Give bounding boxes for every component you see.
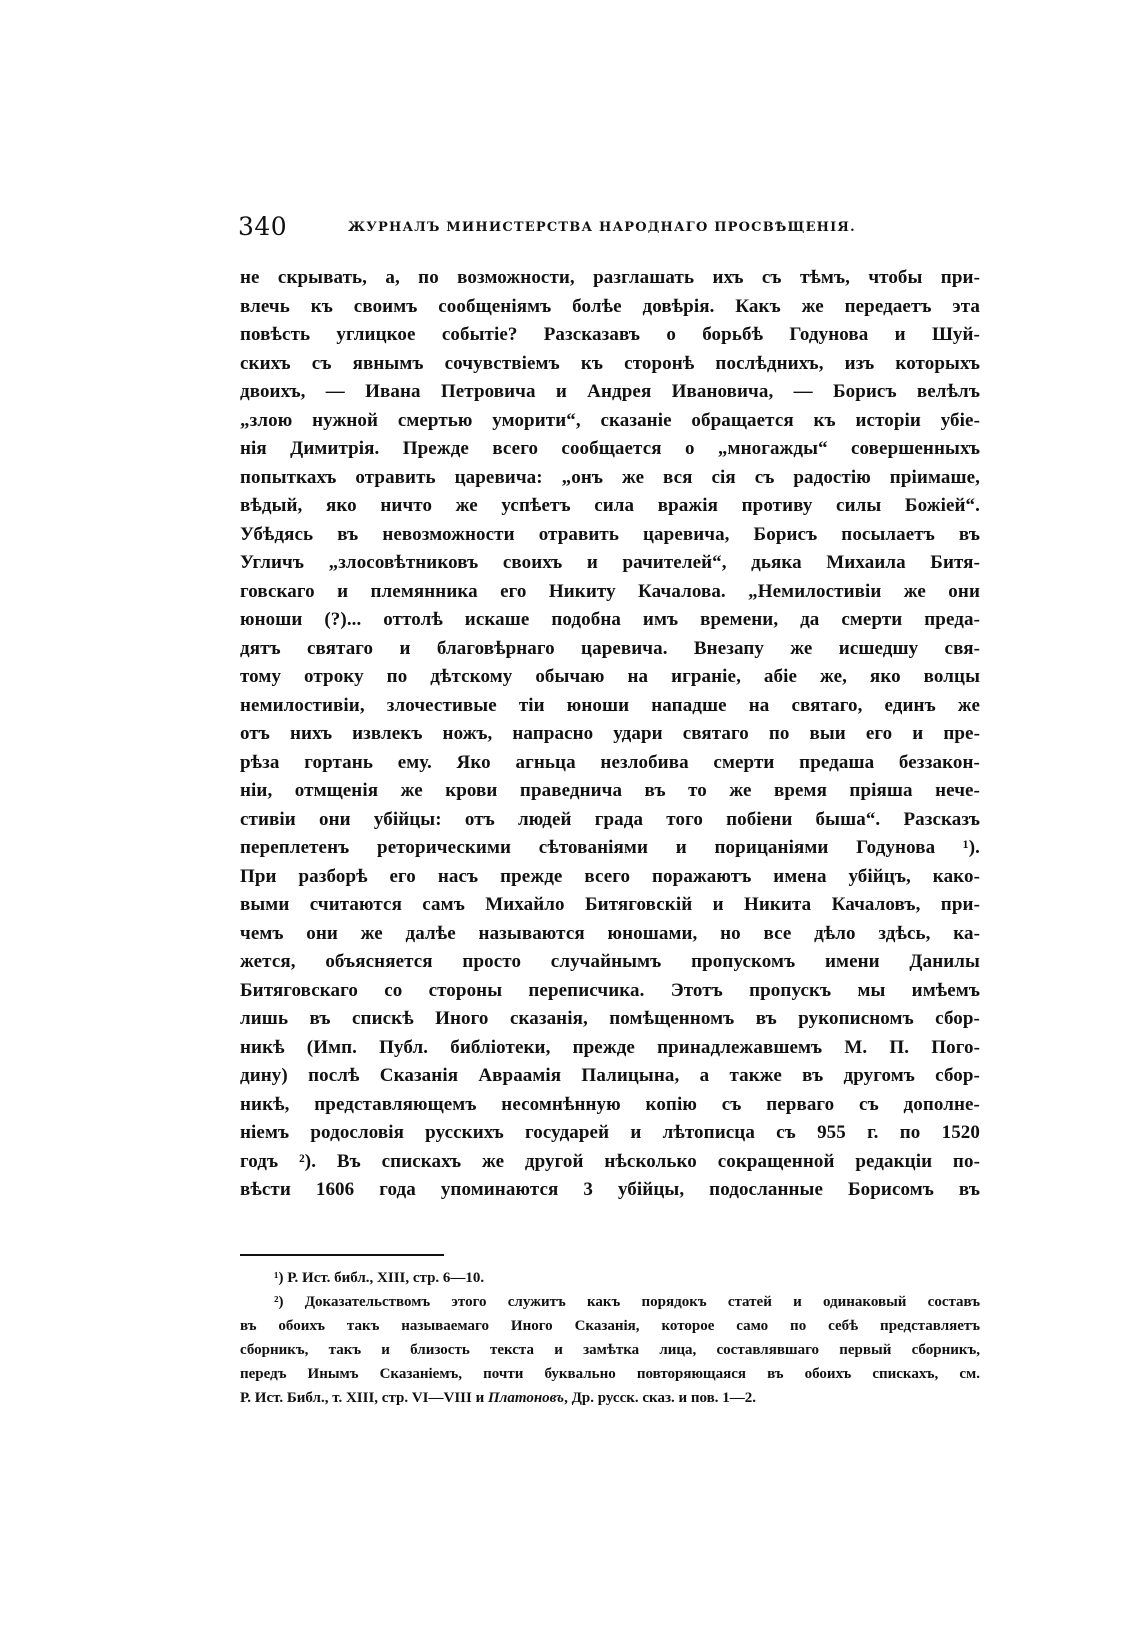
footnote-2-line: ²) Доказательствомъ этого служитъ какъ порядокъ статей и одинаковый составъ xyxy=(274,1294,980,1310)
text-line: юноши (?)... оттолѣ искаше подобна имъ времени, да смерти преда- xyxy=(240,609,980,630)
footnote-2-line: сборникъ, такъ и близость текста и замѣтка лица, составлявшаго первый сборникъ, xyxy=(240,1342,980,1358)
text-line: повѣсть углицкое событіе? Разсказавъ о борьбѣ Годунова и Шуй- xyxy=(240,324,980,345)
page-header xyxy=(238,212,898,252)
footnote-2-ref-tail: , Др. русск. сказ. и пов. 1—2. xyxy=(564,1390,756,1406)
text-line: вѣсти 1606 года упоминаются 3 убійцы, подосланные Борисомъ въ xyxy=(240,1179,980,1200)
text-line: никѣ, представляющемъ несомнѣнную копію съ перваго съ дополне- xyxy=(240,1093,980,1115)
footnote-divider xyxy=(240,1254,444,1256)
text-line: При разборѣ его насъ прежде всего поражаютъ имена убійцъ, како- xyxy=(240,865,980,887)
text-line: жется, объясняется просто случайнымъ пропускомъ имени Данилы xyxy=(240,951,980,972)
footnote-2-author: Платоновъ xyxy=(488,1390,565,1406)
text-line: Убѣдясь въ невозможности отравить царевича, Борисъ посылаетъ въ xyxy=(240,523,980,545)
footnote-2-ref-text: Р. Ист. Библ., т. XIII, стр. VI—VIII и xyxy=(240,1390,488,1406)
text-line: дятъ святаго и благовѣрнаго царевича. Внезапу же исшедшу свя- xyxy=(240,637,980,659)
page-number: 340 xyxy=(238,212,288,241)
text-line: дину) послѣ Сказанія Авраамія Палицына, а также въ другомъ сбор- xyxy=(240,1065,980,1086)
text-line: лишь въ спискѣ Иного сказанія, помѣщенномъ въ рукописномъ сбор- xyxy=(240,1008,980,1029)
body-text xyxy=(240,264,980,1205)
running-title: ЖУРНАЛЪ МИНИСТЕРСТВА НАРОДНАГО ПРОСВѢЩЕНІЯ. xyxy=(348,220,856,235)
text-line: немилостивіи, злочестивые тіи юноши нападше на святаго, единъ же xyxy=(240,694,980,716)
text-line: скихъ съ явнымъ сочувствіемъ къ сторонѣ послѣднихъ, изъ которыхъ xyxy=(240,352,980,374)
text-line: „злою нужной смертью уморити“, сказаніе обращается къ исторіи убіе- xyxy=(240,409,980,431)
footnote-2-line: въ обоихъ такъ называемаго Иного Сказанія, которое само по себѣ представляетъ xyxy=(240,1318,980,1334)
footnote-2-line: передъ Инымъ Сказаніемъ, почти буквально повторяющаяся въ обоихъ спискахъ, см. xyxy=(240,1366,980,1382)
text-line: отъ нихъ извлекъ ножъ, напрасно удари святаго по выи его и пре- xyxy=(240,723,980,744)
text-line: не скрывать, а, по возможности, разглашать ихъ съ тѣмъ, чтобы при- xyxy=(240,267,980,288)
text-line: вѣдый, яко ничто же успѣетъ сила вражія противу силы Божіей“. xyxy=(240,495,980,516)
text-line: говскаго и племянника его Никиту Качалова. „Немилостивіи же они xyxy=(240,580,980,602)
text-line: никѣ (Имп. Публ. библіотеки, прежде принадлежавшемъ М. П. Пого- xyxy=(240,1036,980,1058)
text-line: годъ ²). Въ спискахъ же другой нѣсколько сокращенной редакціи по- xyxy=(240,1150,980,1172)
text-line: выми считаются самъ Михайло Битяговскій и Никита Качаловъ, при- xyxy=(240,894,980,915)
text-line: ніемъ родословія русскихъ государей и лѣтописца съ 955 г. по 1520 xyxy=(240,1122,980,1143)
text-line: нія Димитрія. Прежде всего сообщается о „многажды“ совершенныхъ xyxy=(240,438,980,459)
footnote-2-last-line xyxy=(240,1386,980,1410)
text-line: влечь къ своимъ сообщеніямъ болѣе довѣрія. Какъ же передаетъ эта xyxy=(240,295,980,317)
text-line: Битяговскаго со стороны переписчика. Этотъ пропускъ мы имѣемъ xyxy=(240,979,980,1001)
footnotes xyxy=(240,1266,980,1410)
text-line: рѣза гортань ему. Яко агньца незлобива смерти предаша беззакон- xyxy=(240,751,980,773)
footnote-1: ¹) Р. Ист. библ., XIII, стр. 6—10. xyxy=(274,1270,485,1286)
text-line: ніи, отмщенія же крови праведнича въ то же время пріяша нече- xyxy=(240,780,980,801)
text-line: тому отроку по дѣтскому обычаю на играніе, абіе же, яко волцы xyxy=(240,666,980,687)
text-line: попыткахъ отравить царевича: „онъ же вся сія съ радостію пріимаше, xyxy=(240,466,980,488)
text-line: чемъ они же далѣе называются юношами, но все дѣло здѣсь, ка- xyxy=(240,922,980,944)
text-line: стивіи они убійцы: отъ людей града того побіени быша“. Разсказъ xyxy=(240,808,980,830)
text-line: переплетенъ реторическими сѣтованіями и порицаніями Годунова ¹). xyxy=(240,837,980,858)
text-line: двоихъ, — Ивана Петровича и Андрея Ивановича, — Борисъ велѣлъ xyxy=(240,381,980,402)
text-line: Угличъ „злосовѣтниковъ своихъ и рачителей“, дьяка Михаила Битя- xyxy=(240,552,980,573)
